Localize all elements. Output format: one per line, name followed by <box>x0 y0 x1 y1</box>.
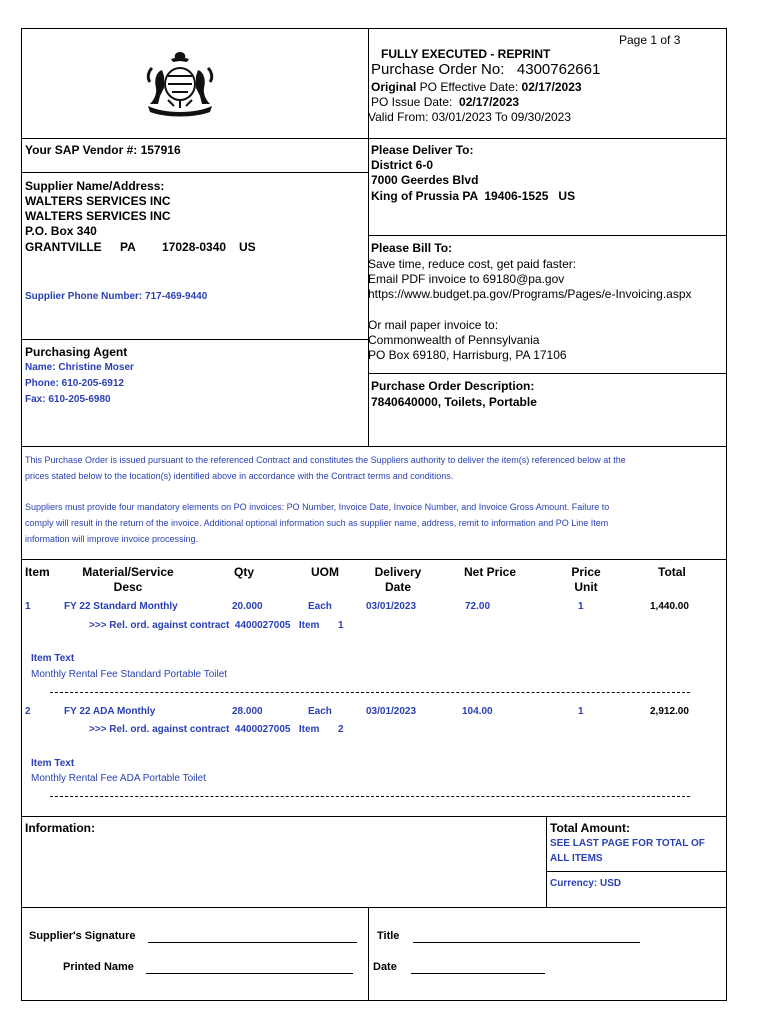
title-label: Title <box>377 930 400 942</box>
rule-currency <box>546 871 727 872</box>
rule-header <box>21 138 727 139</box>
row-2-item: 2 <box>25 706 31 717</box>
row-2-date: 03/01/2023 <box>366 706 417 717</box>
supplier-signature-label: Supplier's Signature <box>29 930 136 942</box>
row-2-unit: 1 <box>578 706 584 717</box>
col-header-price-unit-1: Price <box>571 565 601 579</box>
bill-url[interactable]: https://www.budget.pa.gov/Programs/Pages/e-Invoicing.aspx <box>368 287 692 301</box>
bill-line-5: Commonwealth of Pennsylvania <box>368 333 540 347</box>
col-header-price-unit-2: Unit <box>574 580 598 594</box>
supplier-city-line <box>25 240 365 254</box>
row-2-release: >>> Rel. ord. against contract 4400027005 Item <box>89 724 320 735</box>
supplier-line-3: P.O. Box 340 <box>25 224 97 238</box>
deliver-to-label: Please Deliver To: <box>371 143 474 157</box>
col-header-material-2: Desc <box>113 580 143 594</box>
po-description-label: Purchase Order Description: <box>371 379 535 393</box>
supplier-line-1: WALTERS SERVICES INC <box>25 194 171 208</box>
col-header-uom: UOM <box>311 565 339 579</box>
col-header-price-unit <box>560 565 612 595</box>
bill-email[interactable]: Email PDF invoice to 69180@pa.gov <box>368 272 565 286</box>
col-header-material <box>66 565 190 595</box>
printed-name-line[interactable] <box>146 961 353 974</box>
rule-info-vertical <box>546 816 547 907</box>
terms-line-1: This Purchase Order is issued pursuant to the referenced Contract and constitutes the Suppliers authority to deliver the item(s) referenced below at the <box>25 455 626 465</box>
agent-name: Name: Christine Moser <box>25 362 134 373</box>
commonwealth-seal <box>138 48 222 118</box>
rule-signature-top <box>21 907 727 908</box>
frame-left <box>21 28 22 1001</box>
terms-line-3: Suppliers must provide four mandatory elements on PO invoices: PO Number, Invoice Date, Invoice Number, and Invoice Gross Amount. Failure to <box>25 502 610 512</box>
status-banner: FULLY EXECUTED - REPRINT <box>381 47 551 61</box>
page-indicator: Page 1 of 3 <box>619 33 681 47</box>
row-1-separator <box>50 692 690 693</box>
agent-phone: Phone: 610-205-6912 <box>25 378 124 389</box>
row-2-release-item: 2 <box>338 724 344 735</box>
currency: Currency: USD <box>550 878 622 889</box>
total-note-2: ALL ITEMS <box>550 853 603 864</box>
frame-top <box>21 28 727 29</box>
row-2-uom: Each <box>308 706 332 717</box>
total-amount-label: Total Amount: <box>550 821 630 835</box>
row-1-release: >>> Rel. ord. against contract 4400027005 Item <box>89 620 320 631</box>
rule-table-top <box>21 559 727 560</box>
supplier-city: GRANTVILLE <box>25 240 102 254</box>
supplier-line-2: WALTERS SERVICES INC <box>25 209 171 223</box>
col-header-qty: Qty <box>234 565 255 579</box>
effective-date-line <box>371 80 582 94</box>
issue-date-line <box>371 95 519 109</box>
frame-bottom <box>21 1000 727 1001</box>
row-1-date: 03/01/2023 <box>366 601 417 612</box>
po-number-label: Purchase Order No: <box>371 61 505 78</box>
col-header-material-1: Material/Service <box>82 565 174 579</box>
row-2-desc: FY 22 ADA Monthly <box>64 706 156 717</box>
deliver-line-3: King of Prussia PA 19406-1525 US <box>371 189 576 203</box>
row-1-desc: FY 22 Standard Monthly <box>64 601 178 612</box>
row-1-text-label: Item Text <box>31 653 75 664</box>
col-header-total: Total <box>658 565 686 579</box>
supplier-country: US <box>239 240 256 254</box>
rule-deliver <box>368 235 727 236</box>
row-1-total: 1,440.00 <box>650 601 689 612</box>
effective-date-label: PO Effective Date: <box>416 80 522 94</box>
row-2-net: 104.00 <box>462 706 493 717</box>
supplier-name-label: Supplier Name/Address: <box>25 179 165 193</box>
sap-vendor-number: Your SAP Vendor #: 157916 <box>25 143 181 157</box>
rule-signature-vertical <box>368 907 369 1001</box>
row-1-text: Monthly Rental Fee Standard Portable Toilet <box>31 669 228 680</box>
row-2-qty: 28.000 <box>232 706 263 717</box>
row-2-text: Monthly Rental Fee ADA Portable Toilet <box>31 773 206 784</box>
supplier-state: PA <box>120 240 136 254</box>
effective-date: 02/17/2023 <box>521 80 582 94</box>
rule-info-top <box>21 816 727 817</box>
po-number-line <box>371 61 600 78</box>
terms-line-5: information will improve invoice processing. <box>25 534 199 544</box>
col-header-delivery-2: Date <box>384 580 411 594</box>
po-description: 7840640000, Toilets, Portable <box>371 395 537 409</box>
rule-vendor <box>21 172 368 173</box>
supplier-zip: 17028-0340 <box>162 240 227 254</box>
total-note-1: SEE LAST PAGE FOR TOTAL OF <box>550 838 705 849</box>
original-label: Original <box>371 80 417 94</box>
row-1-item: 1 <box>25 601 31 612</box>
supplier-phone: Supplier Phone Number: 717-469-9440 <box>25 291 208 302</box>
date-label: Date <box>373 961 397 973</box>
bill-line-6: PO Box 69180, Harrisburg, PA 17106 <box>368 348 567 362</box>
title-line[interactable] <box>413 930 640 943</box>
agent-fax: Fax: 610-205-6980 <box>25 394 111 405</box>
col-header-net-price: Net Price <box>464 565 517 579</box>
row-2-total: 2,912.00 <box>650 706 689 717</box>
deliver-line-1: District 6-0 <box>371 158 434 172</box>
information-label: Information: <box>25 821 95 835</box>
frame-right <box>726 28 727 1001</box>
bill-line-4: Or mail paper invoice to: <box>368 318 499 332</box>
bill-to-label: Please Bill To: <box>371 241 453 255</box>
valid-range: Valid From: 03/01/2023 To 09/30/2023 <box>368 110 572 124</box>
terms-line-2: prices stated below to the location(s) identified above in accordance with the Contract terms and conditions. <box>25 471 454 481</box>
po-number: 4300762661 <box>516 61 601 78</box>
deliver-line-2: 7000 Geerdes Blvd <box>371 173 479 187</box>
issue-date: 02/17/2023 <box>459 95 520 109</box>
date-line[interactable] <box>411 961 545 974</box>
printed-name-label: Printed Name <box>63 961 134 973</box>
supplier-signature-line[interactable] <box>148 930 357 943</box>
col-header-delivery-1: Delivery <box>374 565 422 579</box>
row-1-unit: 1 <box>578 601 584 612</box>
bill-line-1: Save time, reduce cost, get paid faster: <box>368 257 577 271</box>
terms-line-4: comply will result in the return of the invoice. Additional optional information such as supplier name, address, remit to information and PO Line Item <box>25 518 609 528</box>
row-1-uom: Each <box>308 601 332 612</box>
rule-bill <box>368 373 727 374</box>
row-1-qty: 20.000 <box>232 601 263 612</box>
row-2-separator <box>50 796 690 797</box>
issue-date-label: PO Issue Date: <box>371 95 453 109</box>
col-header-item: Item <box>25 565 50 579</box>
row-1-net: 72.00 <box>465 601 491 612</box>
rule-vertical-main <box>368 28 369 446</box>
row-2-text-label: Item Text <box>31 758 75 769</box>
row-1-release-item: 1 <box>338 620 344 631</box>
rule-agent <box>21 339 368 340</box>
rule-terms-top <box>21 446 727 447</box>
terms-text <box>25 452 725 547</box>
purchasing-agent-label: Purchasing Agent <box>25 345 128 359</box>
col-header-delivery <box>362 565 434 595</box>
